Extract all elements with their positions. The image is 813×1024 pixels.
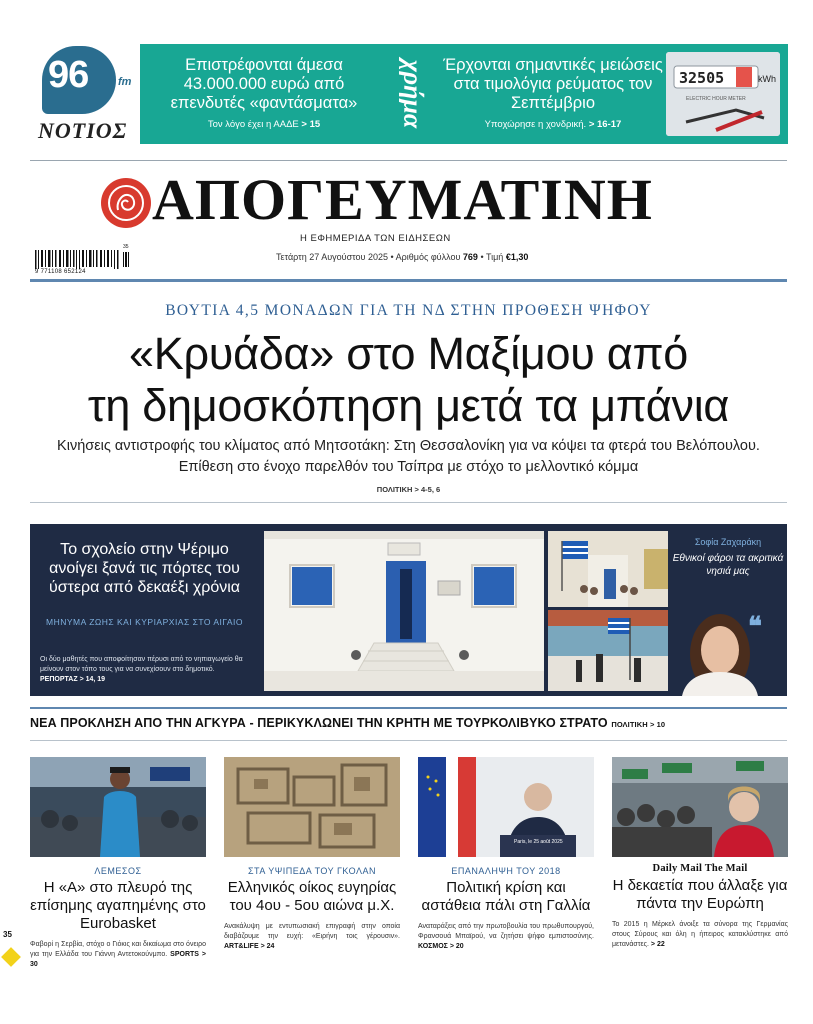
- island-children-photo: [548, 531, 668, 607]
- promo-left-story[interactable]: [148, 56, 380, 130]
- section-label-xrima: χρήμα: [398, 59, 427, 129]
- lead-lede: Κινήσεις αντιστροφής του κλίματος από Μητσοτάκη: Στη Θεσσαλονίκη για να κόψει τα φτερά του Βελόπουλου. Επίθεση στο ένοχο παρελθόν του Τσίπρα με στόχο το μελλοντικό κόμμα: [57, 438, 760, 475]
- feature-kicker: ΜΗΝΥΜΑ ΖΩΗΣ ΚΑΙ ΚΥΡΙΑΡΧΙΑΣ ΣΤΟ ΑΙΓΑΙΟ: [46, 617, 243, 627]
- story-ref: ART&LIFE > 24: [224, 943, 275, 950]
- story-body: Το 2015 η Μέρκελ άνοιξε τα σύνορα της Γερμανίας στους Σύρους και όλη η ήπειρος κατακλύστηκε από μετανάστες. > 22: [612, 921, 788, 948]
- story-ref: SPORTS > 30: [30, 951, 206, 968]
- barcode-issue: 35: [123, 244, 129, 250]
- barcode-bars: [35, 250, 131, 269]
- logo-name: ΝΟΤΙΟΣ: [38, 118, 128, 143]
- finance-promo-banner[interactable]: [140, 44, 788, 144]
- story-column-dailymail[interactable]: [612, 757, 788, 950]
- promo-right-ref: > 16-17: [588, 119, 622, 130]
- meter-label: ELECTRIC HOUR METER: [686, 96, 746, 102]
- electric-meter-photo: [666, 52, 780, 136]
- feature-ref: ΡΕΠΟΡΤΑΖ > 14, 19: [40, 676, 106, 683]
- photo-caption: Paris, le 25 août 2025: [514, 839, 563, 845]
- issue-price: €1,30: [505, 252, 529, 262]
- page-marker-diamond: [1, 947, 21, 967]
- basketball-player-photo: [30, 757, 206, 857]
- story-column-art[interactable]: [224, 757, 400, 952]
- story-kicker: ΕΠΑΝΑΛΗΨΗ ΤΟΥ 2018: [451, 866, 561, 876]
- story-title[interactable]: Ελληνικός οίκος ευγηρίας του 4ου - 5ου αιώνα μ.Χ.: [227, 879, 397, 914]
- strap-top-rule: [30, 707, 787, 709]
- lead-page-ref[interactable]: ΠΟΛΙΤΙΚΗ > 4-5, 6: [376, 485, 441, 494]
- lead-kicker: ΒΟΥΤΙΑ 4,5 ΜΟΝΑΔΩΝ ΓΙΑ ΤΗ ΝΔ ΣΤΗΝ ΠΡΟΘΕΣΗ ΨΗΦΟΥ: [165, 302, 652, 319]
- feature-headline[interactable]: Το σχολείο στην Ψέριμο ανοίγει ξανά τις πόρτες του ύστερα από δεκαέξι χρόνια: [48, 541, 241, 596]
- story-ref: ΚΟΣΜΟΣ > 20: [418, 943, 464, 950]
- story-kicker: ΛΕΜΕΣΟΣ: [94, 866, 142, 876]
- story-column-world[interactable]: [418, 757, 594, 952]
- promo-left-sub: Τον λόγο έχει η ΑΑΔΕ > 15: [207, 119, 321, 130]
- page-number: 35: [3, 930, 12, 939]
- barcode-digits: 9 771108 652124: [35, 269, 86, 275]
- masthead-subtitle: Η ΕΦΗΜΕΡΙΔΑ ΤΩΝ ΕΙΔΗΣΕΩΝ: [300, 233, 451, 244]
- merkel-crowd-photo: [612, 757, 788, 857]
- masthead-title[interactable]: ΑΠΟΓΕΥΜΑΤΙΝΗ: [152, 167, 653, 232]
- story-ref: > 22: [650, 941, 665, 948]
- newspaper-seal-logo: [101, 178, 151, 228]
- promo-right-headline: Έρχονται σημαντικές μειώσεις στα τιμολόγια ρεύματος τον Σεπτέμβριο: [443, 56, 663, 112]
- promo-left-headline: Επιστρέφονται άμεσα 43.000.000 ευρώ από επενδυτές «φαντάσματα»: [170, 56, 358, 112]
- strap-headline[interactable]: ΝΕΑ ΠΡΟΚΛΗΣΗ ΑΠΟ ΤΗΝ ΑΓΚΥΡΑ - ΠΕΡΙΚΥΚΛΩΝΕΙ ΤΗΝ ΚΡΗΤΗ ΜΕ ΤΟΥΡΚΟΛΙΒΥΚΟ ΣΤΡΑΤΟ ΠΟΛΙΤΙΚΗ > 10: [30, 716, 666, 730]
- lead-headline[interactable]: [30, 328, 787, 432]
- issue-date: Τετάρτη 27 Αυγούστου 2025: [276, 252, 389, 262]
- meter-digits: 32505: [679, 69, 725, 87]
- columnist-quote[interactable]: Εθνικοί φάροι τα ακριτικά νησιά μας: [672, 553, 784, 577]
- promo-right-sub: Υποχώρησε η χονδρική. > 16-17: [484, 119, 622, 130]
- archaeological-site-photo: [224, 757, 400, 857]
- story-body: Φαβορί η Σερβία, στόχο ο Γιόκις και δικαίωμα στο όνειρο για την Ελλάδα του Γιάννη Αντετοκούνμπο. SPORTS > 30: [30, 941, 206, 968]
- story-title[interactable]: Πολιτική κρίση και αστάθεια πάλι στη Γαλλία: [421, 879, 591, 914]
- island-flag-photo: [548, 610, 668, 691]
- masthead-top-rule: [30, 160, 787, 161]
- lead-bottom-rule: [30, 502, 787, 503]
- logo-number: 96: [48, 54, 89, 96]
- story-column-sports[interactable]: [30, 757, 206, 970]
- french-pm-photo: [418, 757, 594, 857]
- logo-suffix: fm: [118, 76, 132, 88]
- promo-right-story[interactable]: [442, 56, 664, 130]
- daily-mail-logo: Daily Mail The Mail: [652, 863, 748, 874]
- meter-unit: kWh: [758, 74, 776, 84]
- issue-number: 769: [462, 252, 478, 262]
- columnist-portrait: [668, 600, 788, 696]
- columnist-name: Σοφία Ζαχαράκη: [694, 537, 762, 547]
- story-title[interactable]: Η «Α» στο πλευρό της επίσημης αγαπημένης στο Eurobasket: [30, 879, 206, 932]
- story-title[interactable]: Η δεκαετία που άλλαξε για πάντα την Ευρώπη: [612, 877, 788, 912]
- radio-96fm-logo[interactable]: [38, 46, 134, 146]
- strap-ref: ΠΟΛΙΤΙΚΗ > 10: [611, 720, 666, 729]
- masthead-bottom-rule: [30, 279, 787, 282]
- story-kicker: ΣΤΑ ΥΨΙΠΕΔΑ ΤΟΥ ΓΚΟΛΑΝ: [247, 866, 377, 876]
- lead-headline-line1: «Κρυάδα» στο Μαξίμου από: [129, 328, 688, 379]
- school-photo: [264, 531, 544, 691]
- strap-bottom-rule: [30, 740, 787, 741]
- issue-info-line: Τετάρτη 27 Αυγούστου 2025 • Αριθμός φύλλου 769 • Τιμή €1,30: [276, 252, 529, 262]
- lead-headline-line2: τη δημοσκόπηση μετά τα μπάνια: [87, 380, 730, 431]
- promo-left-ref: > 15: [301, 119, 321, 130]
- quote-icon: ❝: [748, 612, 762, 641]
- story-body: Ανακάλυψη με εντυπωσιακή επιγραφή στην οποία διαβάζουμε την ευχή: «Ειρήνη τοις γέρουσιν». ART&LIFE > 24: [224, 923, 400, 950]
- barcode: [35, 244, 131, 278]
- feature-body: Οι δύο μαθητές που αποφοίτησαν πέρυσι από το νηπιαγωγείο θα μείνουν στον τόπο τους για να συνεχίσουν στο δημοτικό. ΡΕΠΟΡΤΑΖ > 14, 19: [40, 656, 243, 683]
- story-body: Αναταράξεις από την πρωτοβουλία του πρωθυπουργού, Φρανσουά Μπαϊρού, να ζητήσει ψήφο εμπιστοσύνης. ΚΟΣΜΟΣ > 20: [418, 923, 594, 950]
